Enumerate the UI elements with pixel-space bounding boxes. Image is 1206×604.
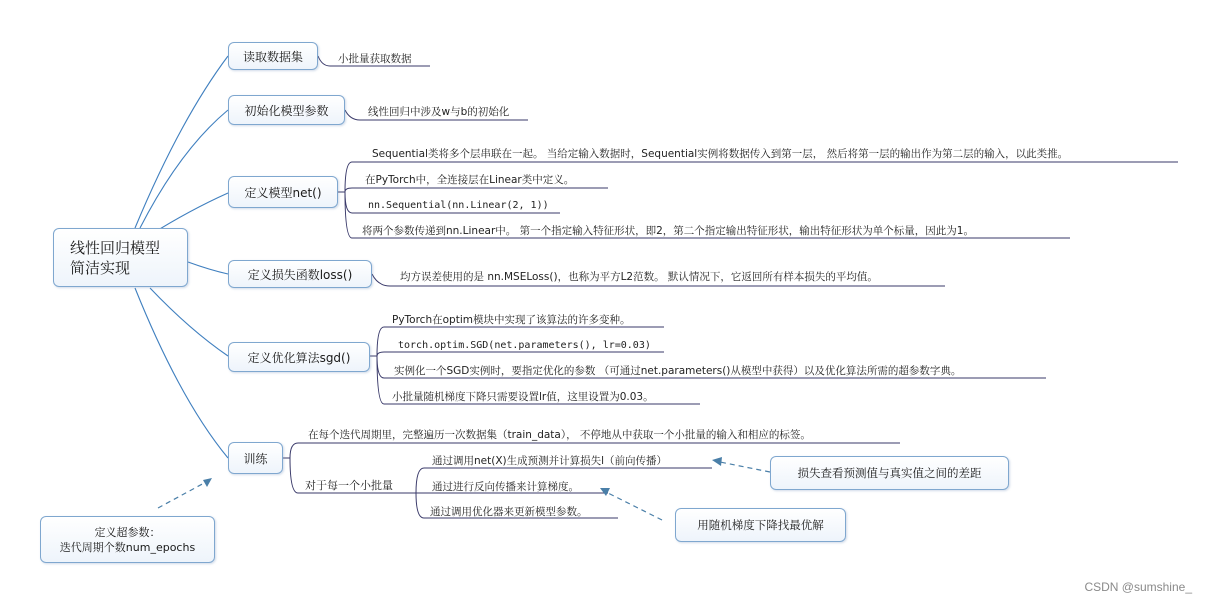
loss-note-arrowhead — [712, 457, 722, 466]
link-read-data — [135, 56, 228, 228]
hyperparams-arrowhead — [203, 478, 212, 487]
note-sgd-optimal[interactable]: 用随机梯度下降找最优解 — [675, 508, 846, 542]
leaf-train-epoch-desc: 在每个迭代周期里，完整遍历一次数据集（train_data）， 不停地从中获取一个小批量的输入和相应的标签。 — [308, 429, 811, 441]
link-init-params — [140, 110, 228, 228]
leaf-train-step-update: 通过调用优化器来更新模型参数。 — [430, 506, 588, 518]
central-topic-line1: 线性回归模型 — [70, 238, 161, 257]
leaf-init-params-wb: 线性回归中涉及w与b的初始化 — [368, 106, 510, 118]
leaf-loss-mse-desc: 均方误差使用的是 nn.MSELoss()，也称为平方L2范数。 默认情况下，它返回所有样本损失的平均值。 — [400, 271, 878, 283]
note-hyperparams-line1: 定义超参数： — [94, 525, 161, 539]
branch-init-params[interactable]: 初始化模型参数 — [228, 95, 345, 125]
branch-define-model[interactable]: 定义模型net() — [228, 176, 338, 208]
leaf-train-step-forward: 通过调用net(X)生成预测并计算损失l（前向传播） — [432, 455, 668, 467]
leaf-opt-optim-desc: PyTorch在optim模块中实现了该算法的许多变种。 — [392, 314, 631, 326]
leaf-opt-lr-desc: 小批量随机梯度下降只需要设置lr值，这里设置为0.03。 — [392, 391, 654, 403]
link-train — [135, 288, 228, 458]
leaf-model-linear-desc: 在PyTorch中，全连接层在Linear类中定义。 — [365, 174, 575, 186]
sgd-note-arrow — [606, 492, 662, 520]
note-hyperparams-line2: 迭代周期个数num_epochs — [59, 540, 196, 554]
branch-define-optimizer[interactable]: 定义优化算法sgd() — [228, 342, 370, 372]
leaf-train-step-backward: 通过进行反向传播来计算梯度。 — [432, 481, 579, 493]
leaf-model-code: nn.Sequential(nn.Linear(2, 1)) — [368, 200, 549, 211]
sgd-note-arrowhead — [600, 488, 610, 496]
leaf-train-batch-label: 对于每一个小批量 — [305, 479, 393, 492]
leaf-opt-instantiate-desc: 实例化一个SGD实例时，要指定优化的参数 （可通过net.parameters()从模型中获得）以及优化算法所需的超参数字典。 — [394, 365, 962, 377]
branch-read-data[interactable]: 读取数据集 — [228, 42, 318, 70]
leaf-read-data-minibatch: 小批量获取数据 — [338, 53, 412, 65]
hyperparams-arrow — [158, 482, 206, 508]
link-define-loss — [188, 262, 228, 274]
central-topic[interactable] — [53, 228, 188, 287]
note-loss-difference[interactable]: 损失查看预测值与真实值之间的差距 — [770, 456, 1009, 490]
leaf-opt-code: torch.optim.SGD(net.parameters(), lr=0.03) — [398, 340, 651, 351]
note-hyperparams[interactable] — [40, 516, 215, 563]
loss-note-arrow — [720, 462, 770, 472]
leaf-model-sequential-desc: Sequential类将多个层串联在一起。 当给定输入数据时，Sequential实例将数据传入到第一层， 然后将第一层的输出作为第二层的输入，以此类推。 — [372, 148, 1069, 160]
link-define-optimizer — [150, 288, 228, 356]
branch-train[interactable]: 训练 — [228, 442, 283, 474]
leaf-model-params-desc: 将两个参数传递到nn.Linear中。 第一个指定输入特征形状，即2，第二个指定输出特征形状，输出特征形状为单个标量，因此为1。 — [362, 225, 974, 237]
csdn-watermark: CSDN @sumshine_ — [1084, 580, 1192, 594]
branch-define-loss[interactable]: 定义损失函数loss() — [228, 260, 372, 288]
central-topic-line2: 简洁实现 — [70, 258, 131, 277]
